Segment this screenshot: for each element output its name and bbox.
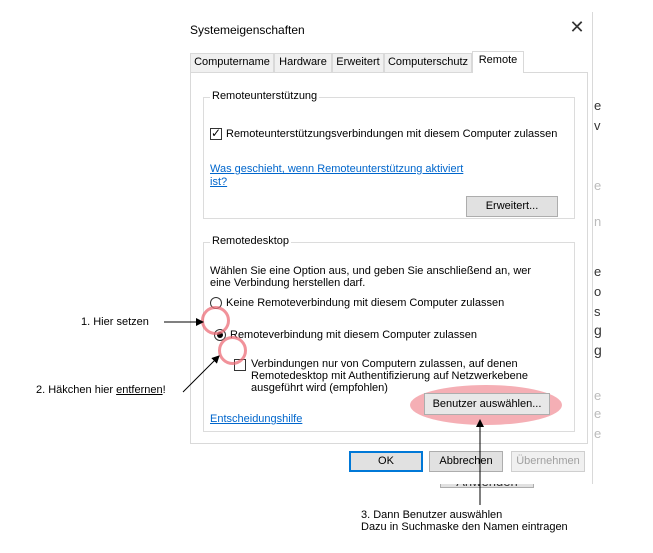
remote-desktop-description-line2: eine Verbindung herstellen darf. [210,277,366,289]
nla-only-checkbox-label-line2: Remotedesktop mit Authentifizierung auf Netzwerkebene [251,370,528,382]
remote-assistance-help-link[interactable]: Was geschieht, wenn Remoteunterstützung aktiviert [210,163,464,175]
annotation-step3: 3. Dann Benutzer auswählen [361,509,503,521]
ok-button[interactable]: OK [349,451,423,472]
close-icon[interactable]: ✕ [569,17,585,37]
decision-help-link[interactable]: Entscheidungshilfe [210,413,303,425]
background-char: e [594,98,602,113]
background-char: o [594,284,602,299]
remote-assistance-checkbox-label[interactable]: Remoteunterstützungsverbindungen mit diesem Computer zulassen [226,128,558,140]
dialog-title: Systemeigenschaften [190,23,305,37]
advanced-button[interactable]: Erweitert... [466,196,558,217]
remote-assistance-legend: Remoteunterstützung [212,90,318,102]
background-char: g [594,322,602,338]
apply-button: Übernehmen [511,451,585,472]
tab-computerschutz[interactable]: Computerschutz [384,53,472,72]
cancel-button[interactable]: Abbrechen [429,451,503,472]
background-char: e [594,178,602,193]
radio-allow-remote-connection-label[interactable]: Remoteverbindung mit diesem Computer zulassen [230,329,478,341]
background-char: e [594,406,602,421]
remote-assistance-help-link-line2[interactable]: ist? [210,176,228,188]
background-char: e [594,426,602,441]
annotation-step1: 1. Hier setzen [81,316,149,328]
background-char: e [594,388,602,403]
annotation-step2: 2. Häkchen hier entfernen! [36,384,166,396]
background-char: e [594,264,602,279]
annotation-step3-line2: Dazu in Suchmaske den Namen eintragen [361,521,568,533]
select-users-button[interactable]: Benutzer auswählen... [424,393,550,415]
radio-no-remote-connection-label[interactable]: Keine Remoteverbindung mit diesem Computer zulassen [226,297,505,309]
nla-only-checkbox-label[interactable]: Verbindungen nur von Computern zulassen, auf denen [251,358,518,370]
tab-erweitert[interactable]: Erweitert [332,53,384,72]
tab-computername[interactable]: Computername [190,53,274,72]
background-char: v [594,118,601,133]
tab-remote[interactable]: Remote [472,51,524,73]
nla-only-checkbox-label-line3: ausgeführt wird (empfohlen) [251,382,388,394]
background-char: g [594,342,602,358]
tab-hardware[interactable]: Hardware [274,53,332,72]
checkmark-icon: ✓ [211,126,222,140]
background-char: s [594,304,601,319]
remote-desktop-legend: Remotedesktop [212,235,290,247]
remote-desktop-description: Wählen Sie eine Option aus, und geben Sie anschließend an, wer [210,265,532,277]
arrow-step2 [183,356,219,392]
background-char: n [594,214,602,229]
